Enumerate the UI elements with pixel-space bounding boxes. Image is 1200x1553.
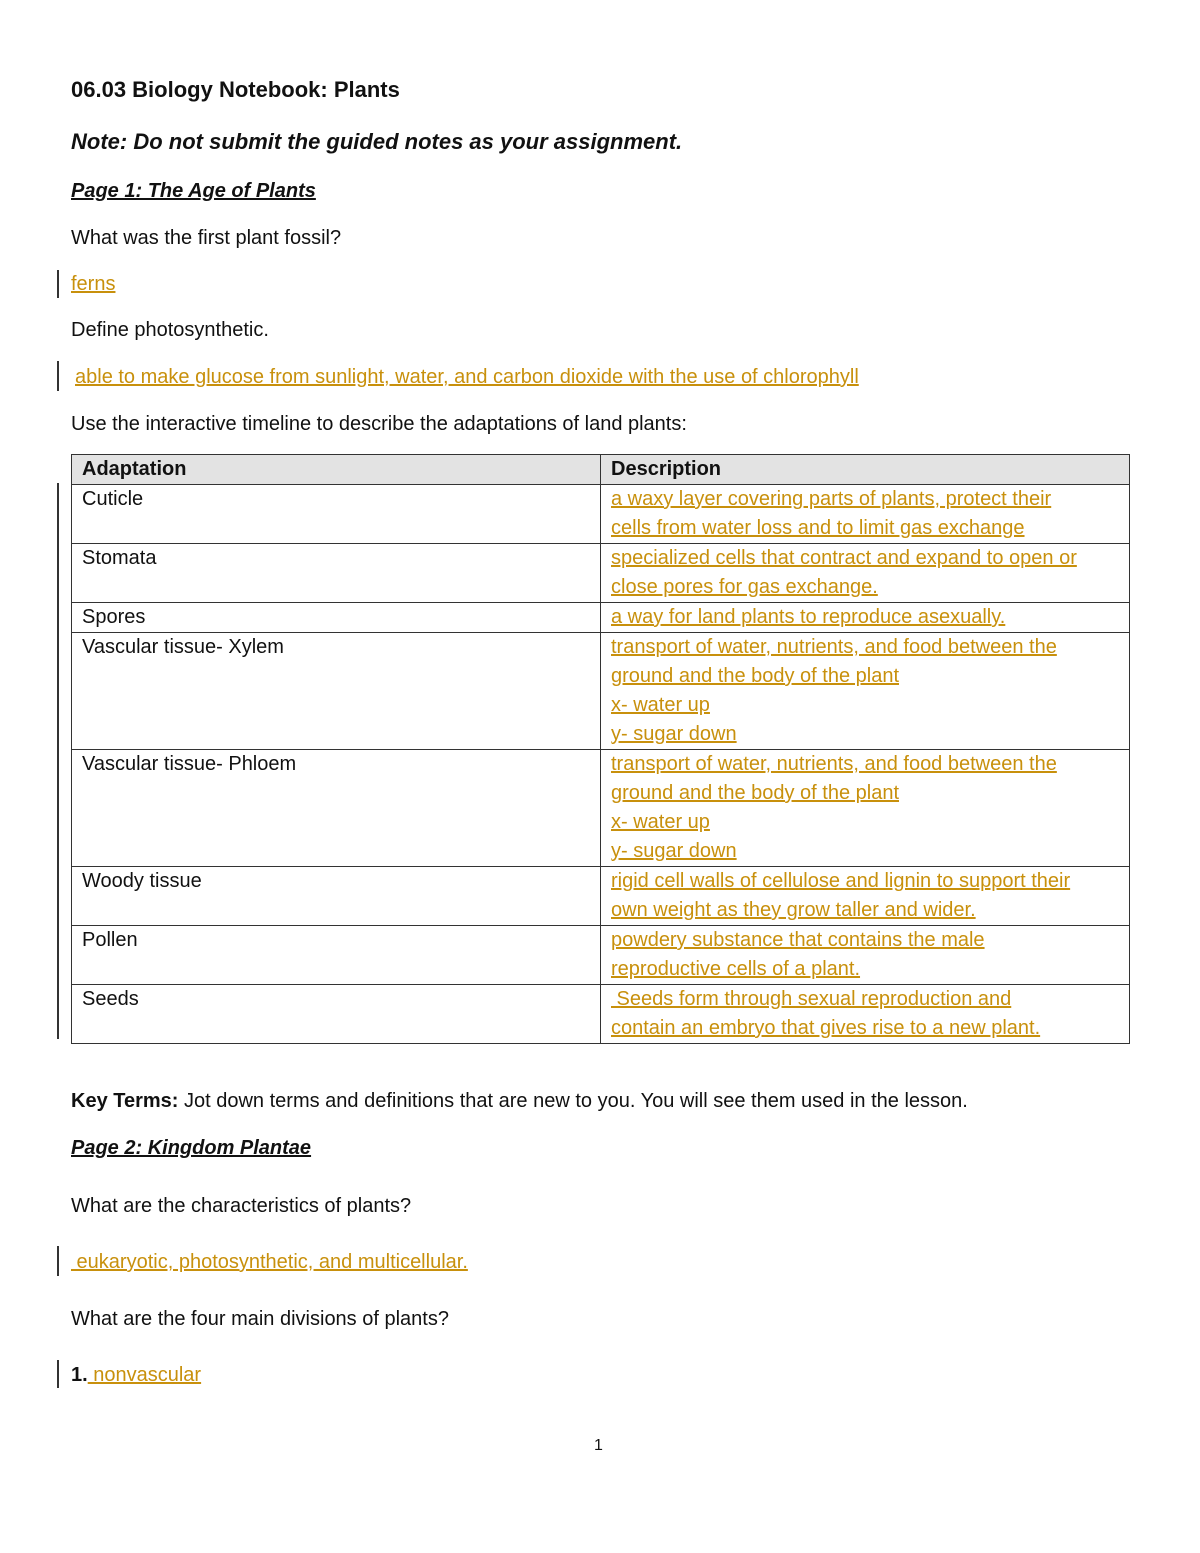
description-line: y- sugar down [611, 840, 737, 862]
key-terms-label: Key Terms: [71, 1090, 179, 1112]
answer-photosynthetic[interactable]: able to make glucose from sunlight, water, and carbon dioxide with the use of chlorophyll [75, 366, 859, 388]
answer-first-fossil[interactable]: ferns [71, 273, 116, 295]
description-line: own weight as they grow taller and wider. [611, 899, 976, 921]
description-cell[interactable] [601, 750, 1130, 867]
description-line: ground and the body of the plant [611, 782, 900, 804]
change-bar [57, 1246, 59, 1276]
description-line: Seeds form through sexual reproduction and [611, 988, 1012, 1010]
description-cell[interactable] [601, 544, 1130, 603]
page-number: 1 [594, 1437, 603, 1454]
description-line: close pores for gas exchange. [611, 576, 878, 598]
question-characteristics: What are the characteristics of plants? [71, 1195, 412, 1217]
table-header-row [72, 455, 1130, 485]
change-bar [57, 361, 59, 391]
table-row [72, 603, 1130, 633]
change-bar [57, 1360, 59, 1388]
adaptation-cell: Stomata [72, 544, 601, 603]
adaptation-cell: Vascular tissue- Phloem [72, 750, 601, 867]
question-adaptations: Use the interactive timeline to describe the adaptations of land plants: [71, 413, 687, 435]
adaptation-cell: Seeds [72, 985, 601, 1044]
description-line: transport of water, nutrients, and food between the [611, 636, 1057, 658]
page2-heading: Page 2: Kingdom Plantae [71, 1137, 312, 1159]
answer-characteristics[interactable]: eukaryotic, photosynthetic, and multicellular. [71, 1251, 468, 1273]
description-line: cells from water loss and to limit gas exchange [611, 517, 1025, 539]
description-line: rigid cell walls of cellulose and lignin to support their [611, 870, 1071, 892]
key-terms-text: Jot down terms and definitions that are new to you. You will see them used in the lesson. [178, 1090, 968, 1112]
description-line: a way for land plants to reproduce asexually. [611, 606, 1006, 628]
table-row [72, 926, 1130, 985]
description-cell[interactable] [601, 985, 1130, 1044]
page1-heading: Page 1: The Age of Plants [71, 180, 316, 202]
description-line: ground and the body of the plant [611, 665, 900, 687]
description-line: x- water up [611, 694, 710, 716]
description-line: a waxy layer covering parts of plants, protect their [611, 488, 1052, 510]
description-line: transport of water, nutrients, and food between the [611, 753, 1057, 775]
table-row [72, 867, 1130, 926]
change-bar [57, 270, 59, 298]
table-row [72, 750, 1130, 867]
description-cell[interactable] [601, 926, 1130, 985]
change-bar [57, 483, 59, 1039]
description-line: specialized cells that contract and expand to open or [611, 547, 1077, 569]
description-cell[interactable] [601, 485, 1130, 544]
description-line: reproductive cells of a plant. [611, 958, 861, 980]
adaptation-cell: Pollen [72, 926, 601, 985]
document-title: 06.03 Biology Notebook: Plants [71, 77, 400, 102]
question-photosynthetic: Define photosynthetic. [71, 319, 269, 341]
table-row [72, 985, 1130, 1044]
header-adaptation: Adaptation [72, 455, 601, 485]
description-cell[interactable] [601, 867, 1130, 926]
division-item-answer[interactable]: nonvascular [87, 1364, 202, 1386]
description-line: contain an embryo that gives rise to a new plant. [611, 1017, 1041, 1039]
table-row [72, 633, 1130, 750]
adaptation-cell: Vascular tissue- Xylem [72, 633, 601, 750]
adaptation-cell: Cuticle [72, 485, 601, 544]
adaptation-cell: Woody tissue [72, 867, 601, 926]
assignment-note: Note: Do not submit the guided notes as your assignment. [71, 129, 683, 154]
division-item-number: 1. [71, 1364, 88, 1386]
header-description: Description [601, 455, 1130, 485]
description-line: y- sugar down [611, 723, 737, 745]
question-divisions: What are the four main divisions of plants? [71, 1308, 449, 1330]
key-terms-line [71, 1088, 968, 1114]
table-row [72, 544, 1130, 603]
table-row [72, 485, 1130, 544]
description-line: powdery substance that contains the male [611, 929, 985, 951]
question-first-fossil: What was the first plant fossil? [71, 227, 342, 249]
description-cell[interactable] [601, 633, 1130, 750]
adaptations-table [71, 454, 1130, 1044]
adaptation-cell: Spores [72, 603, 601, 633]
description-line: x- water up [611, 811, 710, 833]
division-item-1 [71, 1362, 201, 1388]
description-cell[interactable] [601, 603, 1130, 633]
